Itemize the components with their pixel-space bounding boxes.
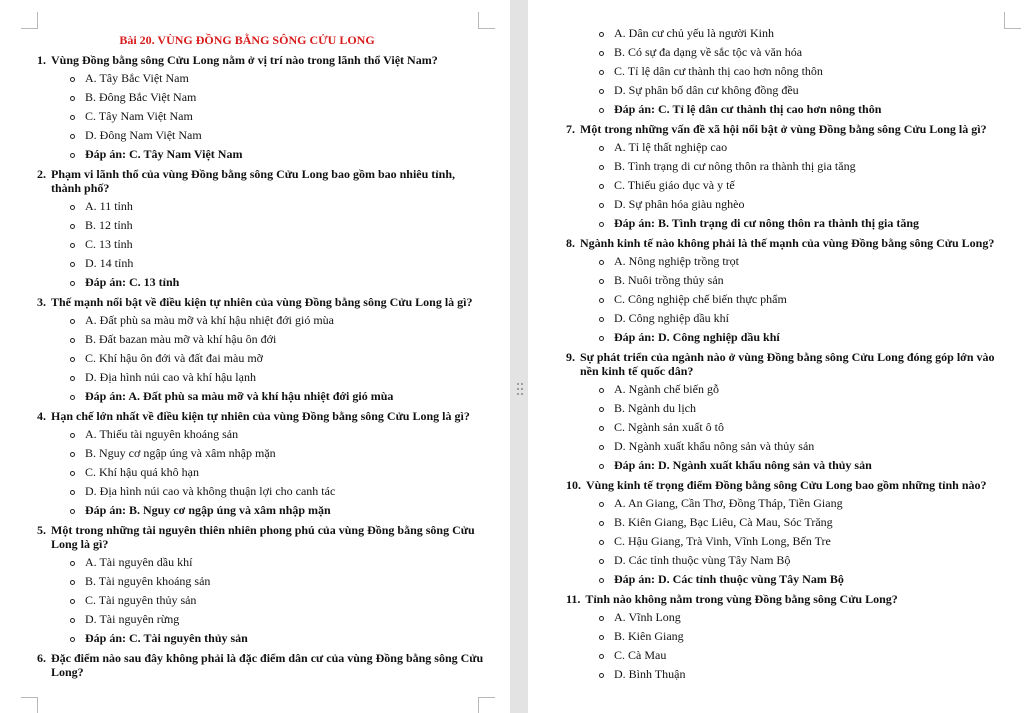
answer-option: C. Công nghiệp chế biến thực phẩm xyxy=(566,290,1006,309)
question-block xyxy=(37,520,487,648)
question-heading xyxy=(37,50,487,69)
question-block xyxy=(566,589,1006,684)
page-corner-mark xyxy=(21,12,38,29)
question-list-right xyxy=(566,24,1006,684)
question-text: Sự phát triển của ngành nào ở vùng Đồng bằng sông Cửu Long đóng góp lớn vào nền kinh tế quốc dân? xyxy=(580,350,995,378)
answer-option: A. Đất phù sa màu mỡ và khí hậu nhiệt đới gió mùa xyxy=(37,311,487,330)
question-text: Tỉnh nào không nằm trong vùng Đồng bằng sông Cửu Long? xyxy=(585,592,898,606)
question-number: 9. xyxy=(566,350,575,364)
correct-answer: Đáp án: D. Công nghiệp dầu khí xyxy=(566,328,1006,347)
answer-option: C. Tỉ lệ dân cư thành thị cao hơn nông thôn xyxy=(566,62,1006,81)
question-block xyxy=(37,406,487,520)
page-corner-mark xyxy=(478,697,495,713)
right-column xyxy=(566,24,1006,684)
question-heading xyxy=(566,233,1006,252)
question-heading xyxy=(37,292,487,311)
answer-option: B. Nuôi trồng thủy sản xyxy=(566,271,1006,290)
question-heading xyxy=(37,406,487,425)
question-block xyxy=(566,24,1006,119)
question-number: 5. xyxy=(37,523,46,537)
question-block xyxy=(566,233,1006,347)
answer-option: C. Ngành sản xuất ô tô xyxy=(566,418,1006,437)
answer-option: B. Tài nguyên khoáng sản xyxy=(37,572,487,591)
question-text: Một trong những tài nguyên thiên nhiên phong phú của vùng Đồng bằng sông Cửu Long là gì? xyxy=(51,523,475,551)
option-list xyxy=(566,138,1006,233)
answer-option: D. Bình Thuận xyxy=(566,665,1006,684)
answer-option: D. Sự phân bố dân cư không đồng đều xyxy=(566,81,1006,100)
question-number: 11. xyxy=(566,592,581,606)
question-block xyxy=(37,50,487,164)
answer-option: A. Tây Bắc Việt Nam xyxy=(37,69,487,88)
answer-option: D. 14 tỉnh xyxy=(37,254,487,273)
question-text: Vùng Đồng bằng sông Cửu Long nằm ở vị trí nào trong lãnh thổ Việt Nam? xyxy=(51,53,438,67)
answer-option: B. Kiên Giang, Bạc Liêu, Cà Mau, Sóc Trăng xyxy=(566,513,1006,532)
answer-option: A. Thiếu tài nguyên khoáng sản xyxy=(37,425,487,444)
correct-answer: Đáp án: B. Nguy cơ ngập úng và xâm nhập mặn xyxy=(37,501,487,520)
correct-answer: Đáp án: B. Tình trạng di cư nông thôn ra thành thị gia tăng xyxy=(566,214,1006,233)
answer-option: B. Ngành du lịch xyxy=(566,399,1006,418)
document-page-left xyxy=(0,0,510,713)
answer-option: D. Địa hình núi cao và không thuận lợi cho canh tác xyxy=(37,482,487,501)
question-text: Vùng kinh tế trọng điểm Đồng bằng sông Cửu Long bao gồm những tỉnh nào? xyxy=(586,478,987,492)
option-list xyxy=(37,553,487,648)
question-heading xyxy=(37,520,487,553)
document-page-right xyxy=(528,0,1036,713)
answer-option: C. Tây Nam Việt Nam xyxy=(37,107,487,126)
answer-option: A. An Giang, Cần Thơ, Đồng Tháp, Tiền Giang xyxy=(566,494,1006,513)
answer-option: A. Ngành chế biến gỗ xyxy=(566,380,1006,399)
question-number: 4. xyxy=(37,409,46,423)
correct-answer: Đáp án: C. Tài nguyên thủy sản xyxy=(37,629,487,648)
correct-answer: Đáp án: A. Đất phù sa màu mỡ và khí hậu nhiệt đới gió mùa xyxy=(37,387,487,406)
answer-option: B. Đông Bắc Việt Nam xyxy=(37,88,487,107)
question-number: 10. xyxy=(566,478,581,492)
question-number: 2. xyxy=(37,167,46,181)
answer-option: D. Các tỉnh thuộc vùng Tây Nam Bộ xyxy=(566,551,1006,570)
question-text: Ngành kinh tế nào không phải là thế mạnh của vùng Đồng bằng sông Cửu Long? xyxy=(580,236,995,250)
answer-option: D. Sự phân hóa giàu nghèo xyxy=(566,195,1006,214)
option-list xyxy=(37,197,487,292)
answer-option: A. Dân cư chủ yếu là người Kinh xyxy=(566,24,1006,43)
option-list xyxy=(37,425,487,520)
correct-answer: Đáp án: C. Tỉ lệ dân cư thành thị cao hơn nông thôn xyxy=(566,100,1006,119)
option-list xyxy=(566,24,1006,119)
correct-answer: Đáp án: C. Tây Nam Việt Nam xyxy=(37,145,487,164)
question-text: Một trong những vấn đề xã hội nổi bật ở vùng Đồng bằng sông Cửu Long là gì? xyxy=(580,122,987,136)
answer-option: C. Khí hậu ôn đới và đất đai màu mỡ xyxy=(37,349,487,368)
option-list xyxy=(566,252,1006,347)
drag-handle-icon[interactable] xyxy=(517,383,523,399)
answer-option: C. Khí hậu quá khô hạn xyxy=(37,463,487,482)
option-list xyxy=(566,380,1006,475)
page-corner-mark xyxy=(1004,12,1021,29)
answer-option: A. Vĩnh Long xyxy=(566,608,1006,627)
correct-answer: Đáp án: C. 13 tỉnh xyxy=(37,273,487,292)
question-block xyxy=(566,475,1006,589)
question-number: 3. xyxy=(37,295,46,309)
answer-option: C. Thiếu giáo dục và y tế xyxy=(566,176,1006,195)
answer-option: D. Tài nguyên rừng xyxy=(37,610,487,629)
answer-option: C. Hậu Giang, Trà Vinh, Vĩnh Long, Bến Tre xyxy=(566,532,1006,551)
answer-option: A. Nông nghiệp trồng trọt xyxy=(566,252,1006,271)
question-block xyxy=(37,648,487,681)
correct-answer: Đáp án: D. Ngành xuất khẩu nông sản và thủy sản xyxy=(566,456,1006,475)
option-list xyxy=(566,608,1006,684)
question-block xyxy=(37,164,487,292)
answer-option: B. 12 tỉnh xyxy=(37,216,487,235)
answer-option: B. Tình trạng di cư nông thôn ra thành thị gia tăng xyxy=(566,157,1006,176)
option-list xyxy=(37,311,487,406)
answer-option: C. Cà Mau xyxy=(566,646,1006,665)
question-text: Phạm vi lãnh thổ của vùng Đồng bằng sông Cửu Long bao gồm bao nhiêu tỉnh, thành phố? xyxy=(51,167,455,195)
question-heading xyxy=(566,475,1006,494)
answer-option: D. Ngành xuất khẩu nông sản và thủy sản xyxy=(566,437,1006,456)
answer-option: A. Tỉ lệ thất nghiệp cao xyxy=(566,138,1006,157)
answer-option: D. Đông Nam Việt Nam xyxy=(37,126,487,145)
question-block xyxy=(37,292,487,406)
answer-option: A. 11 tỉnh xyxy=(37,197,487,216)
question-number: 7. xyxy=(566,122,575,136)
question-text: Thế mạnh nổi bật về điều kiện tự nhiên của vùng Đồng bằng sông Cửu Long là gì? xyxy=(51,295,473,309)
question-heading xyxy=(566,347,1006,380)
answer-option: D. Công nghiệp dầu khí xyxy=(566,309,1006,328)
correct-answer: Đáp án: D. Các tỉnh thuộc vùng Tây Nam Bộ xyxy=(566,570,1006,589)
question-heading xyxy=(37,164,487,197)
answer-option: B. Có sự đa dạng về sắc tộc và văn hóa xyxy=(566,43,1006,62)
question-heading xyxy=(37,648,487,681)
answer-option: C. Tài nguyên thủy sản xyxy=(37,591,487,610)
question-number: 6. xyxy=(37,651,46,665)
question-block xyxy=(566,119,1006,233)
option-list xyxy=(566,494,1006,589)
question-block xyxy=(566,347,1006,475)
question-number: 8. xyxy=(566,236,575,250)
question-number: 1. xyxy=(37,53,46,67)
answer-option: D. Địa hình núi cao và khí hậu lạnh xyxy=(37,368,487,387)
answer-option: C. 13 tỉnh xyxy=(37,235,487,254)
page-corner-mark xyxy=(478,12,495,29)
answer-option: A. Tài nguyên dầu khí xyxy=(37,553,487,572)
left-column xyxy=(37,30,487,681)
question-heading xyxy=(566,589,1006,608)
question-text: Đặc điểm nào sau đây không phải là đặc điểm dân cư của vùng Đồng bằng sông Cửu Long? xyxy=(51,651,484,679)
question-text: Hạn chế lớn nhất về điều kiện tự nhiên của vùng Đồng bằng sông Cửu Long là gì? xyxy=(51,409,470,423)
question-list-left xyxy=(37,50,487,681)
answer-option: B. Đất bazan màu mỡ và khí hậu ôn đới xyxy=(37,330,487,349)
page-corner-mark xyxy=(21,697,38,713)
document-title: Bài 20. VÙNG ĐỒNG BẰNG SÔNG CỬU LONG xyxy=(119,33,375,47)
answer-option: B. Kiên Giang xyxy=(566,627,1006,646)
answer-option: B. Nguy cơ ngập úng và xâm nhập mặn xyxy=(37,444,487,463)
option-list xyxy=(37,69,487,164)
page-gutter xyxy=(510,0,528,713)
question-heading xyxy=(566,119,1006,138)
